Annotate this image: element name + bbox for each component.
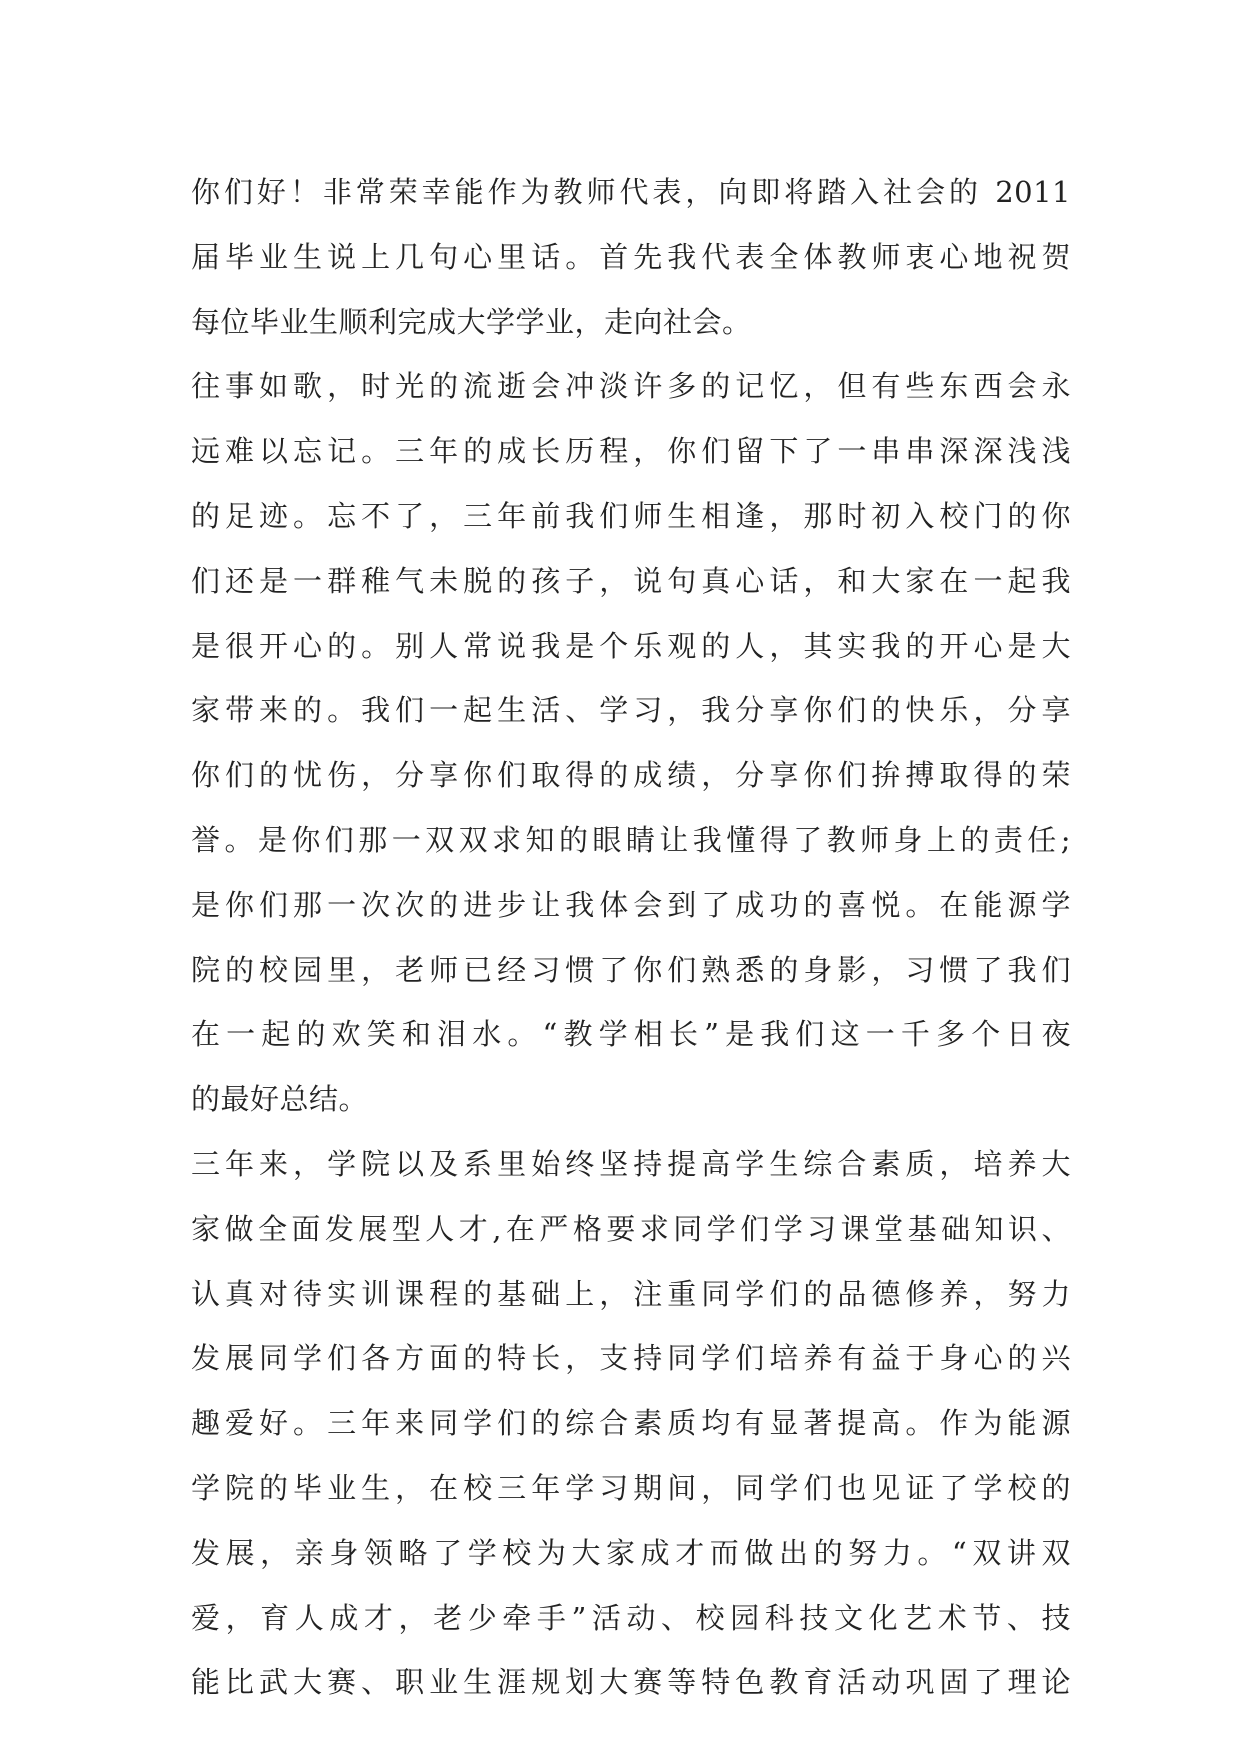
text-line: 是很开心的。别人常说我是个乐观的人，其实我的开心是大 [191,628,1071,663]
text-line: 学院的毕业生，在校三年学习期间，同学们也见证了学校的 [191,1470,1071,1505]
text-line: 远难以忘记。三年的成长历程，你们留下了一串串深深浅浅 [191,434,1071,469]
text-line: 在一起的欢笑和泪水。“教学相长”是我们这一千多个日夜 [191,1017,1071,1052]
text-line: 发展，亲身领略了学校为大家成才而做出的努力。“双讲双 [191,1535,1071,1570]
text-line: 三年来，学院以及系里始终坚持提高学生综合素质，培养大 [191,1146,1071,1181]
text-line: 发展同学们各方面的特长，支持同学们培养有益于身心的兴 [191,1341,1071,1376]
text-line: 们还是一群稚气未脱的孩子，说句真心话，和大家在一起我 [191,563,1071,598]
text-line: 你们的忧伤，分享你们取得的成绩，分享你们拚搏取得的荣 [191,758,1071,793]
paragraph-three-years [191,1132,1071,1715]
text-line: 你们好！非常荣幸能作为教师代表，向即将踏入社会的 2011 [191,175,1071,209]
text-line: 认真对待实训课程的基础上，注重同学们的品德修养，努力 [191,1276,1071,1311]
text-line: 誉。是你们那一双双求知的眼睛让我懂得了教师身上的责任; [191,822,1071,857]
text-line: 是你们那一次次的进步让我体会到了成功的喜悦。在能源学 [191,887,1071,922]
text-line: 届毕业生说上几句心里话。首先我代表全体教师衷心地祝贺 [191,239,1071,274]
paragraph-memories [191,354,1071,1132]
document-body [191,160,1071,1715]
text-line: 的足迹。忘不了，三年前我们师生相逢，那时初入校门的你 [191,498,1071,533]
text-line: 院的校园里，老师已经习惯了你们熟悉的身影，习惯了我们 [191,952,1071,987]
text-line: 家带来的。我们一起生活、学习，我分享你们的快乐，分享 [191,693,1071,728]
text-line: 的最好总结。 [191,1082,369,1117]
text-line: 爱，育人成才，老少牵手”活动、校园科技文化艺术节、技 [191,1600,1071,1635]
text-line: 每位毕业生顺利完成大学学业，走向社会。 [191,304,752,339]
text-line: 家做全面发展型人才,在严格要求同学们学习课堂基础知识、 [191,1211,1071,1246]
text-line: 趣爱好。三年来同学们的综合素质均有显著提高。作为能源 [191,1406,1071,1441]
paragraph-greeting [191,160,1071,354]
text-line: 往事如歌，时光的流逝会冲淡许多的记忆，但有些东西会永 [191,369,1071,404]
text-line: 能比武大赛、职业生涯规划大赛等特色教育活动巩固了理论 [191,1665,1071,1700]
